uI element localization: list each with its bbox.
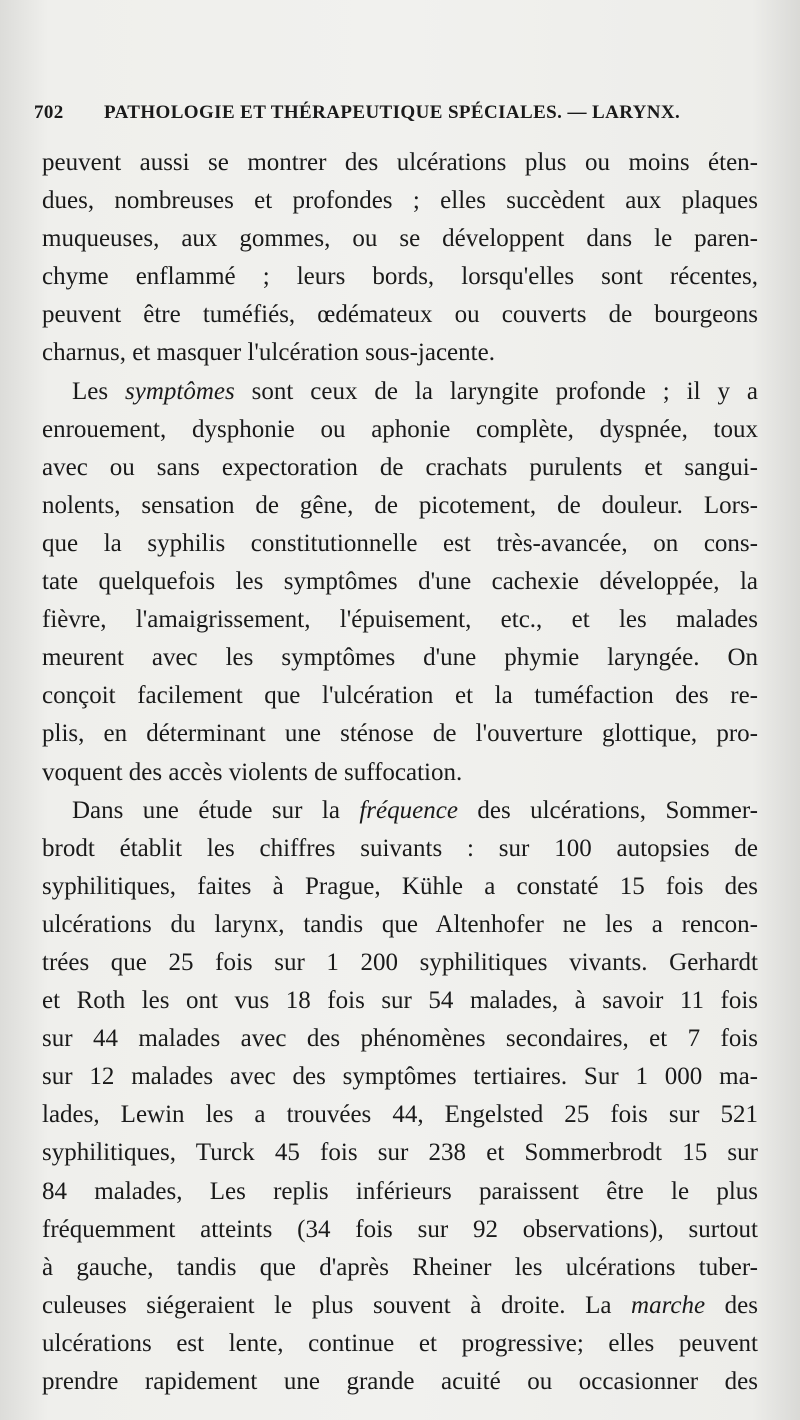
text-line: sur 44 malades avec des phénomènes secondaires, et 7 fois (42, 1025, 758, 1053)
text-line: sur 12 malades avec des symptômes tertiaires. Sur 1 000 ma- (42, 1063, 758, 1091)
italic-term: symptômes (125, 377, 235, 405)
running-header (34, 102, 774, 132)
text-segment: culeuses siégeraient le plus souvent à droite. La (42, 1291, 632, 1319)
text-line: peuvent aussi se montrer des ulcérations plus ou moins éten- (42, 149, 758, 176)
text-line: lades, Lewin les a trouvées 44, Engelsted 25 fois sur 521 (42, 1101, 758, 1129)
text-line: avec ou sans expectoration de crachats purulents et sangui- (42, 453, 758, 481)
text-line: tate quelquefois les symptômes d'une cachexie développée, la (42, 568, 758, 596)
text-line: nolents, sensation de gêne, de picotement, de douleur. Lors- (42, 491, 758, 519)
text-line (42, 792, 758, 830)
italic-term: marche (631, 1291, 706, 1319)
text-line: enrouement, dysphonie ou aphonie complète, dyspnée, toux (42, 415, 758, 443)
text-line: voquent des accès violents de suffocation. (42, 758, 463, 786)
text-line: ulcérations du larynx, tandis que Altenhofer ne les a rencon- (42, 910, 758, 938)
text-line: prendre rapidement une grande acuité ou occasionner des (42, 1368, 758, 1395)
text-line: muqueuses, aux gommes, ou se développent dans le paren- (42, 225, 758, 253)
text-line: fièvre, l'amaigrissement, l'épuisement, etc., et les malades (42, 606, 758, 634)
text-segment: sont ceux de la laryngite profonde ; il y a (234, 377, 758, 405)
text-segment: des ulcérations, Sommer- (457, 796, 758, 824)
text-line: plis, en déterminant une sténose de l'ouverture glottique, pro- (42, 720, 758, 748)
text-line: meurent avec les symptômes d'une phymie laryngée. On (42, 644, 758, 672)
text-line: syphilitiques, faites à Prague, Kühle a constaté 15 fois des (42, 872, 758, 900)
text-line: charnus, et masquer l'ulcération sous-jacente. (42, 339, 495, 367)
text-line: brodt établit les chiffres suivants : sur 100 autopsies de (42, 834, 758, 862)
text-line: que la syphilis constitutionnelle est très-avancée, on cons- (42, 529, 758, 557)
text-line: chyme enflammé ; leurs bords, lorsqu'elles sont récentes, (42, 263, 758, 291)
text-line (42, 373, 758, 411)
text-line: à gauche, tandis que d'après Rheiner les ulcérations tuber- (42, 1253, 758, 1281)
text-line: fréquemment atteints (34 fois sur 92 observations), surtout (42, 1215, 758, 1243)
text-line: trées que 25 fois sur 1 200 syphilitiques vivants. Gerhardt (42, 948, 758, 976)
text-line: et Roth les ont vus 18 fois sur 54 malades, à savoir 11 fois (42, 987, 758, 1015)
italic-term: fréquence (359, 796, 458, 824)
text-line: dues, nombreuses et profondes ; elles succèdent aux plaques (42, 187, 758, 215)
body-text (42, 144, 758, 1401)
text-segment: des (705, 1291, 758, 1319)
page-number: 702 (34, 102, 64, 123)
text-line: peuvent être tuméfiés, œdémateux ou couverts de bourgeons (42, 301, 758, 329)
text-line: 84 malades, Les replis inférieurs paraissent être le plus (42, 1177, 758, 1205)
running-title: PATHOLOGIE ET THÉRAPEUTIQUE SPÉCIALES. — LARYNX. (104, 102, 681, 123)
text-line: ulcérations est lente, continue et progressive; elles peuvent (42, 1329, 758, 1357)
text-line (42, 1287, 758, 1325)
text-segment: Dans une étude sur la (72, 796, 360, 824)
text-line: conçoit facilement que l'ulcération et la tuméfaction des re- (42, 682, 758, 710)
text-line: syphilitiques, Turck 45 fois sur 238 et Sommerbrodt 15 sur (42, 1139, 758, 1167)
text-segment: Les (72, 377, 126, 405)
